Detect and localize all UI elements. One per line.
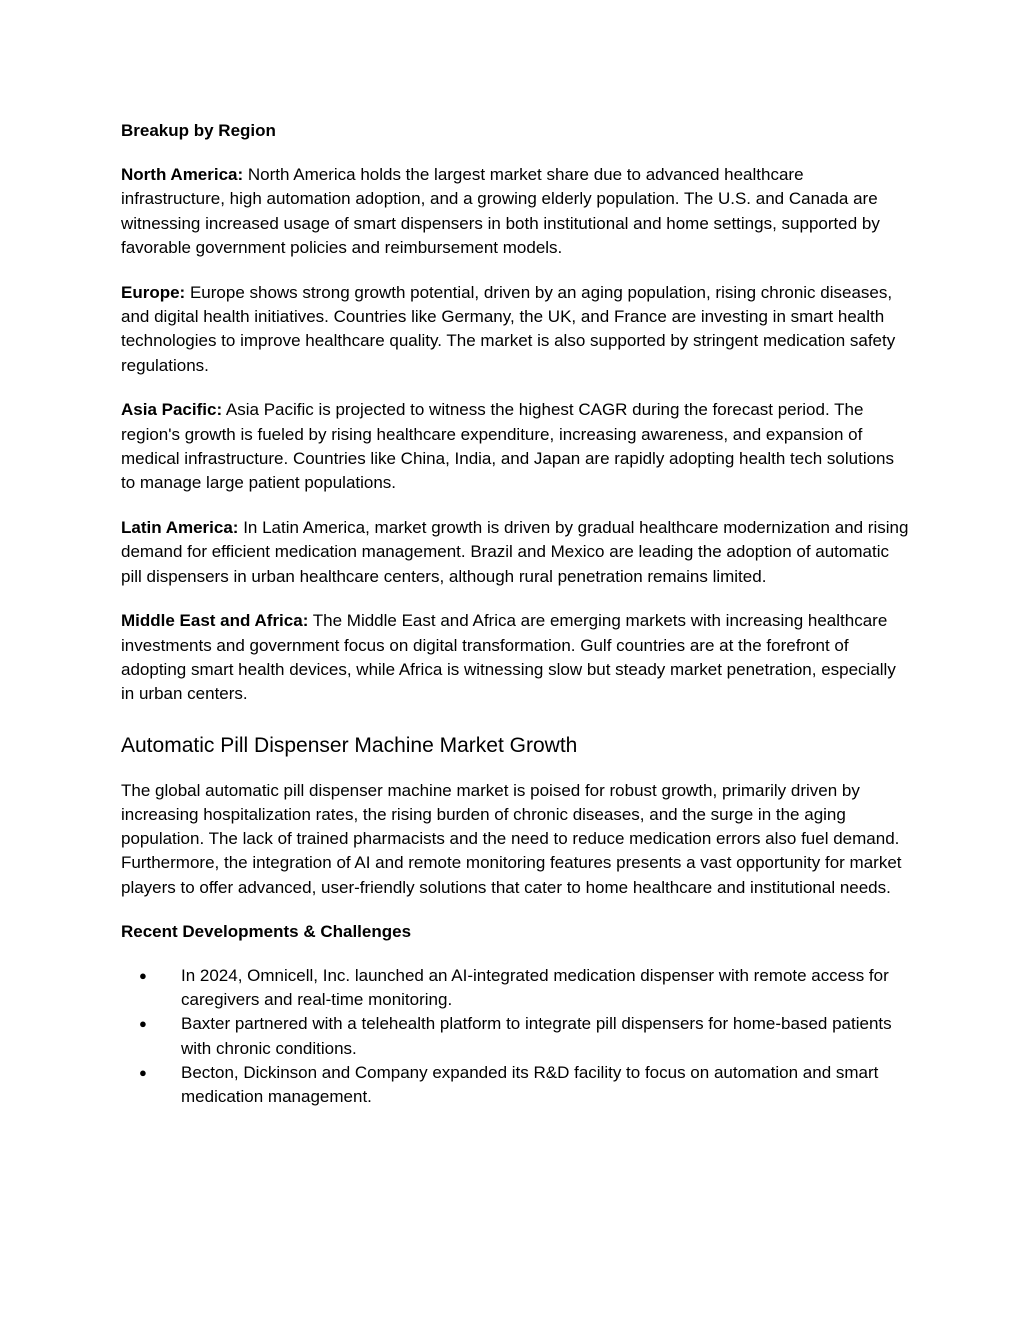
region-text: In Latin America, market growth is driven by gradual healthcare modernization and rising demand for efficient medication management. Brazil and Mexico are leading the adoption of automatic pill dispensers in urban healthcare centers, although rural penetration remains limited. bbox=[121, 517, 909, 586]
bullet-icon: ● bbox=[139, 1064, 147, 1080]
growth-heading: Automatic Pill Dispenser Machine Market Growth bbox=[121, 733, 578, 757]
developments-heading: Recent Developments & Challenges bbox=[121, 921, 412, 941]
region-paragraph-asia-pacific bbox=[121, 398, 911, 496]
list-item-text: Becton, Dickinson and Company expanded its R&D facility to focus on automation and smart medication management. bbox=[181, 1062, 879, 1107]
region-text: The Middle East and Africa are emerging markets with increasing healthcare investments and government focus on digital transformation. Gulf countries are at the forefront of adopting smart health devices, while Africa is witnessing slow but steady market penetration, especially in urban centers. bbox=[121, 611, 896, 704]
list-item bbox=[121, 1012, 911, 1061]
region-paragraph-latin-america bbox=[121, 516, 911, 589]
region-label: Asia Pacific: bbox=[121, 400, 223, 420]
breakup-heading: Breakup by Region bbox=[121, 121, 276, 140]
document-page bbox=[121, 119, 911, 1110]
region-text: Europe shows strong growth potential, driven by an aging population, rising chronic diseases, and digital health initiatives. Countries like Germany, the UK, and France are investing in smart health technologies to improve healthcare quality. The market is also supported by stringent medication safety regulations. bbox=[121, 282, 896, 375]
region-label: Latin America: bbox=[121, 517, 239, 537]
bullet-icon: ● bbox=[139, 967, 147, 983]
developments-list bbox=[121, 964, 911, 1110]
region-text: Asia Pacific is projected to witness the highest CAGR during the forecast period. The region's growth is fueled by rising healthcare expenditure, increasing awareness, and expansion of medical infrastructure. Countries like China, India, and Japan are rapidly adopting health tech solutions to manage large patient populations. bbox=[121, 400, 895, 493]
list-item bbox=[121, 1061, 911, 1110]
region-paragraph-europe bbox=[121, 281, 911, 379]
bullet-icon: ● bbox=[139, 1016, 147, 1032]
list-item-text: In 2024, Omnicell, Inc. launched an AI-integrated medication dispenser with remote access for caregivers and real-time monitoring. bbox=[181, 965, 889, 1010]
region-label: Middle East and Africa: bbox=[121, 611, 309, 631]
region-label: Europe: bbox=[121, 282, 186, 302]
list-item bbox=[121, 964, 911, 1013]
list-item-text: Baxter partnered with a telehealth platform to integrate pill dispensers for home-based patients with chronic conditions. bbox=[181, 1014, 892, 1058]
region-label: North America: bbox=[121, 165, 244, 184]
growth-paragraph: The global automatic pill dispenser machine market is poised for robust growth, primarily driven by increasing hospitalization rates, the rising burden of chronic diseases, and the surge in the aging population. The lack of trained pharmacists and the need to reduce medication errors also fuel demand. Furthermore, the integration of AI and remote monitoring features presents a vast opportunity for market players to offer advanced, user-friendly solutions that cater to home healthcare and institutional needs. bbox=[121, 780, 902, 897]
region-paragraph-middle-east-africa bbox=[121, 609, 911, 707]
region-text: North America holds the largest market share due to advanced healthcare infrastructure, high automation adoption, and a growing elderly population. The U.S. and Canada are witnessing increased usage of smart dispensers in both institutional and home settings, supported by favorable government policies and reimbursement models. bbox=[121, 165, 880, 258]
region-paragraph-north-america bbox=[121, 163, 911, 261]
